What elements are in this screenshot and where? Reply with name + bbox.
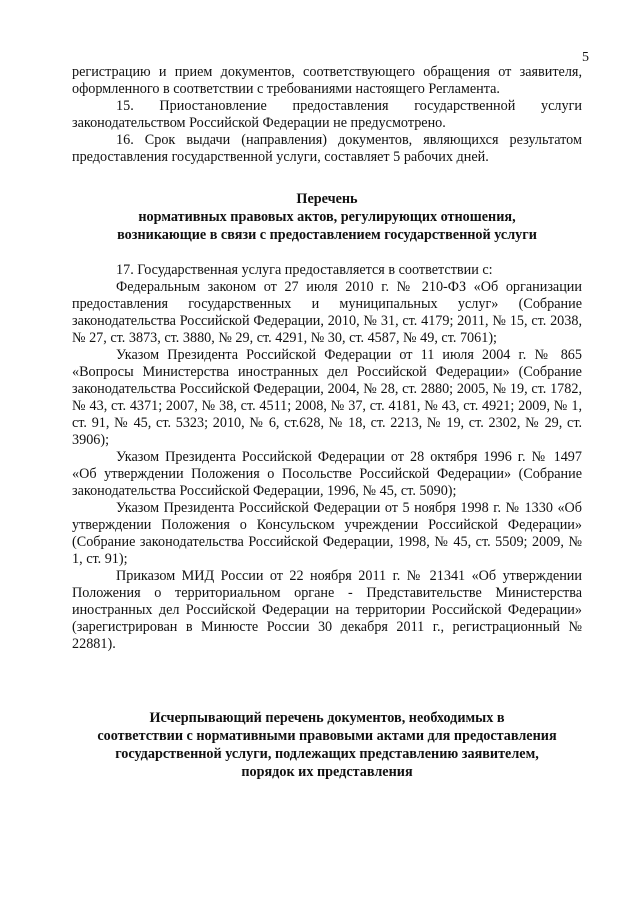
heading-legal-acts-line-1: Перечень [296, 191, 358, 207]
legal-act-decree-1330: Указом Президента Российской Федерации от 5 ноября 1998 г. № 1330 «Об утверждении Положения о Консульском учреждении Российской Федерации» (Собрание законодательства Российской Федерации, 1998, № 45, ст. 5509; 2009, № 1, ст. 91); [72, 500, 582, 567]
heading-documents-list-line-4: порядок их представления [241, 764, 413, 780]
paragraph-17-intro: 17. Государственная услуга предоставляется в соответствии с: [116, 262, 493, 278]
heading-legal-acts-line-2: нормативных правовых актов, регулирующих отношения, [138, 209, 516, 225]
heading-documents-list [72, 709, 582, 781]
heading-legal-acts [72, 190, 582, 244]
paragraph-15: 15. Приостановление предоставления государственной услуги законодательством Российской Федерации не предусмотрено. [72, 98, 582, 131]
paragraph-registration-continuation: регистрацию и прием документов, соответствующего обращения от заявителя, оформленного в соответствии с требованиями настоящего Регламента. [72, 64, 582, 97]
spacer [72, 653, 582, 709]
heading-documents-list-line-1: Исчерпывающий перечень документов, необходимых в [149, 710, 505, 726]
legal-act-order-21341: Приказом МИД России от 22 ноября 2011 г. № 21341 «Об утверждении Положения о территориальном органе - Представительстве Министерства иностранных дел Российской Федерации на территории Российской Федерации» (зарегистрирован в Минюсте России 30 декабря 2011 г., регистрационный № 22881). [72, 568, 582, 652]
heading-documents-list-line-3: государственной услуги, подлежащих представлению заявителем, [115, 746, 539, 762]
legal-act-decree-1497: Указом Президента Российской Федерации от 28 октября 1996 г. № 1497 «Об утверждении Положения о Посольстве Российской Федерации» (Собрание законодательства Российской Федерации, 1996, № 45, ст. 5090); [72, 449, 582, 499]
spacer [72, 244, 582, 262]
heading-legal-acts-line-3: возникающие в связи с предоставлением государственной услуги [117, 227, 537, 243]
document-body [72, 64, 582, 781]
page-number: 5 [582, 50, 589, 65]
heading-documents-list-line-2: соответствии с нормативными правовыми актами для предоставления [97, 728, 557, 744]
spacer [72, 166, 582, 190]
legal-act-federal-law-210: Федеральным законом от 27 июля 2010 г. № 210-ФЗ «Об организации предоставления государственных и муниципальных услуг» (Собрание законодательства Российской Федерации, 2010, № 31, ст. 4179; 2011, № 15, ст. 2038, № 27, ст. 3873, ст. 3880, № 29, ст. 4291, № 30, ст. 4587, № 49, ст. 7061); [72, 279, 582, 346]
legal-act-decree-865: Указом Президента Российской Федерации от 11 июля 2004 г. № 865 «Вопросы Министерства иностранных дел Российской Федерации» (Собрание законодательства Российской Федерации, 2004, № 28, ст. 2880; 2005, № 19, ст. 1782, № 43, ст. 4371; 2007, № 38, ст. 4511; 2008, № 37, ст. 4181, № 43, ст. 4921; 2009, № 1, ст. 91, № 45, ст. 5323; 2010, № 6, ст.628, № 18, ст. 2213, № 19, ст. 2302, № 29, ст. 3906); [72, 347, 582, 448]
paragraph-16: 16. Срок выдачи (направления) документов, являющихся результатом предоставления государственной услуги, составляет 5 рабочих дней. [72, 132, 582, 165]
